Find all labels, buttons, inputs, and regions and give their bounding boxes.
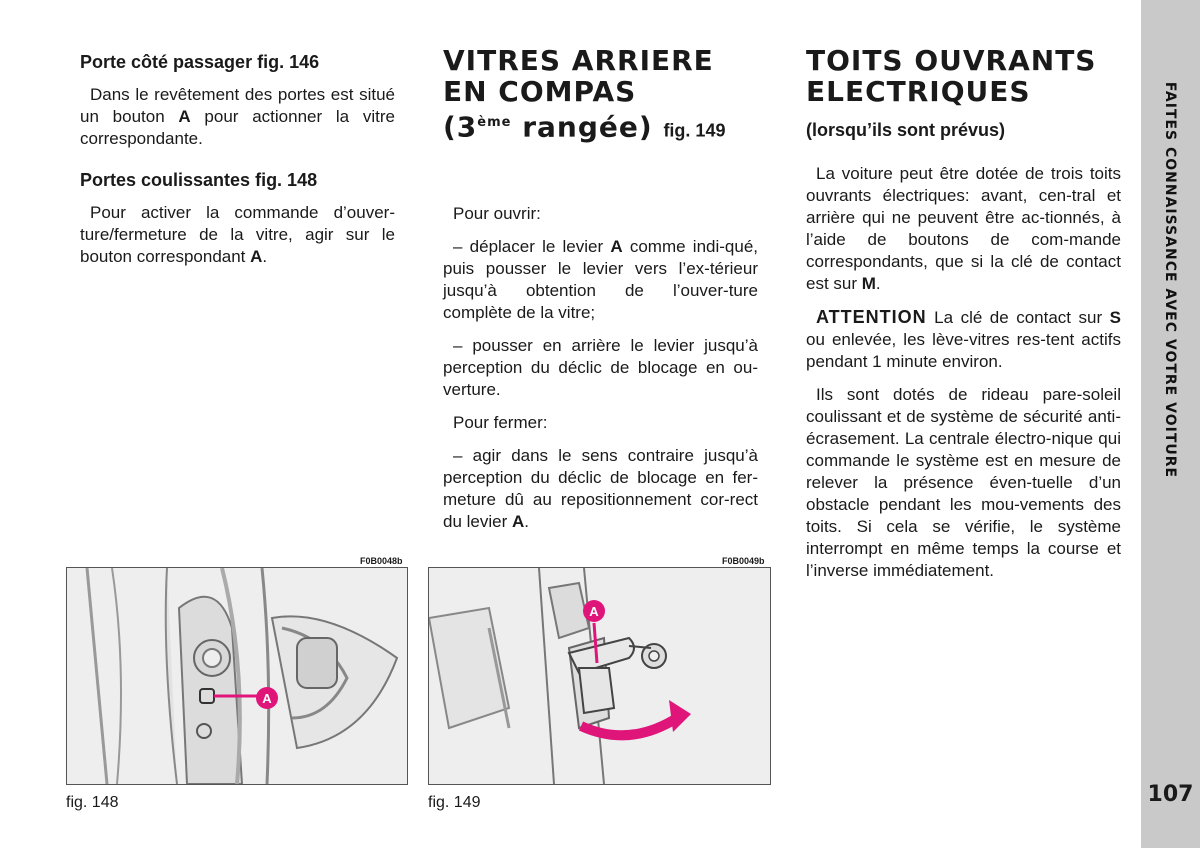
paragraph-step1: – déplacer le levier A comme indi-qué, puis pousser le levier vers l’ex-térieur jusqu’à obtention de l’ouver-ture complète de la vitre; — [443, 237, 758, 322]
subtitle-if-equipped: (lorsqu’ils sont prévus) — [806, 120, 1006, 140]
paragraph-close: Pour fermer: — [453, 413, 548, 432]
paragraph-step3: – agir dans le sens contraire jusqu’à perception du déclic de blocage en fer-meture dû au repositionnement cor-rect du levier A. — [443, 446, 758, 531]
fig148-marker: A — [262, 691, 272, 706]
fig149-marker: A — [589, 604, 599, 619]
fig149-drawing — [429, 568, 770, 784]
paragraph-passenger-door: Dans le revêtement des portes est situé un bouton A pour actionner la vitre correspondante. — [80, 85, 395, 148]
fig148-drawing — [67, 568, 407, 784]
paragraph-step2: – pousser en arrière le levier jusqu’à perception du déclic de blocage en ou-verture. — [443, 336, 758, 399]
column-left — [80, 50, 395, 279]
page-number: 107 — [1147, 782, 1194, 807]
paragraph-open: Pour ouvrir: — [453, 204, 541, 223]
paragraph-safety: Ils sont dotés de rideau pare-soleil coulissant et de système de sécurité anti-écrasement. La centrale électro-nique qui commande le système est en mesure de relever la présence éven-tuelle d’un obstacle pendant les mou-vements des toits. Si cela se vérifie, le système interrompt en même temps la course et l’inverse immédiatement. — [806, 385, 1121, 580]
heading-sliding-doors: Portes coulissantes fig. 148 — [80, 170, 318, 190]
fig148-code: F0B0048b — [360, 556, 403, 566]
paragraph-sunroof-intro: La voiture peut être dotée de trois toits ouvrants électriques: avant, cen-tral et arrière qui ne peuvent être ac-tionnés, à l’aide de boutons de com-mande correspondants, que si la clé de contact est sur M. — [806, 164, 1121, 293]
column-middle-body — [443, 203, 758, 544]
paragraph-attention: ATTENTION La clé de contact sur S ou enlevée, les lève-vitres res-tent actifs pendant 1 minute environ. — [806, 307, 1121, 371]
fig149-illustration — [428, 567, 771, 785]
heading-passenger-door: Porte côté passager fig. 146 — [80, 52, 320, 72]
fig148-caption: fig. 148 — [66, 794, 119, 811]
fig149-caption: fig. 149 — [428, 794, 481, 811]
section-title-rear-windows: VITRES ARRIERE EN COMPAS (3ème rangée) fig. 149 — [443, 44, 726, 144]
column-middle-title — [443, 45, 758, 146]
attention-label: ATTENTION — [816, 307, 927, 327]
fig149-code: F0B0049b — [722, 556, 765, 566]
column-right — [806, 45, 1121, 593]
chapter-title-vertical: FAITES CONNAISSANCE AVEC VOTRE VOITURE — [1162, 81, 1178, 479]
fig148-illustration — [66, 567, 408, 785]
section-title-sunroofs: TOITS OUVRANTS ELECTRIQUES — [806, 44, 1097, 108]
paragraph-sliding-doors: Pour activer la commande d’ouver-ture/fermeture de la vitre, agir sur le bouton correspondant A. — [80, 203, 395, 266]
fig-reference: fig. 149 — [663, 120, 726, 141]
